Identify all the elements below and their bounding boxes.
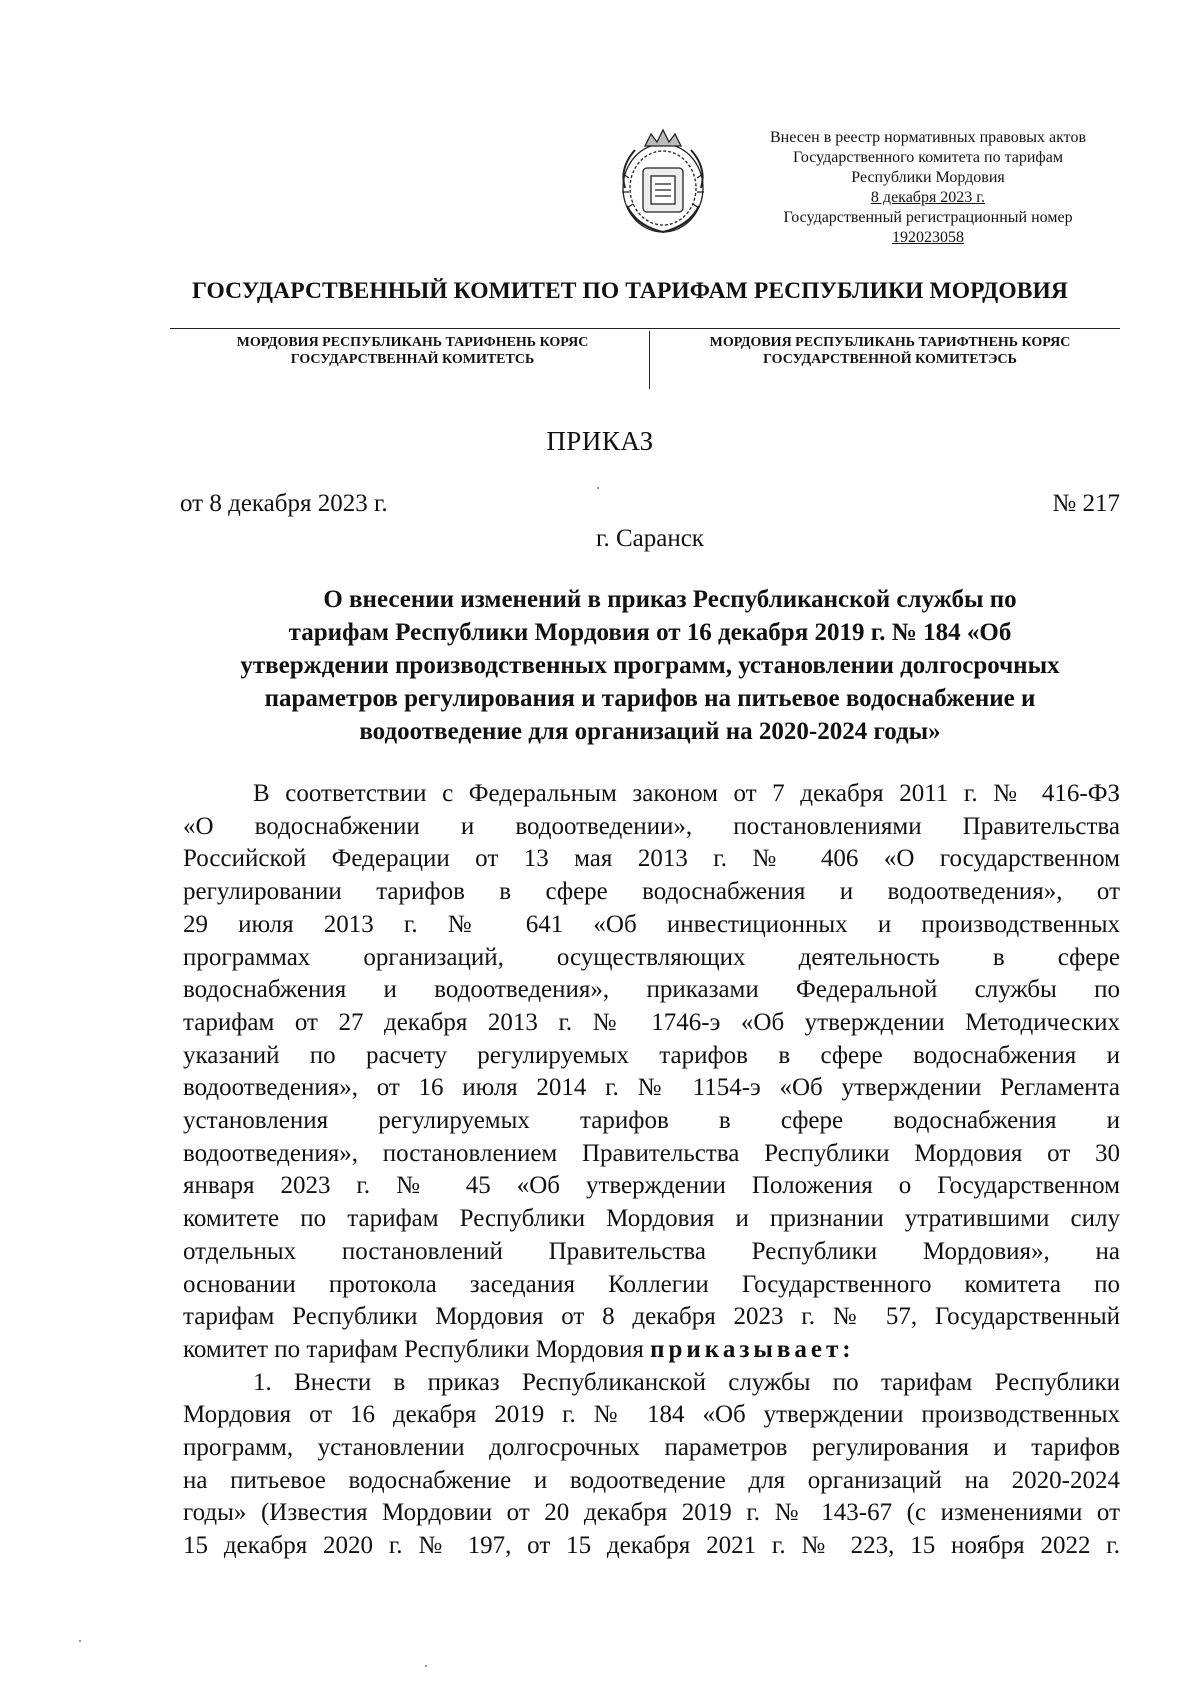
registry-line-2: Государственного комитета по тарифам (792, 149, 1064, 166)
body-line: тарифам Республики Мордовия от 8 декабря 2023 г. № 57, Государственный (183, 1303, 1120, 1331)
body-line-text: комитет по тарифам Республики Мордовия (183, 1335, 651, 1363)
body-line: комитете по тарифам Республики Мордовия и признании утратившими силу (183, 1205, 1120, 1233)
coat-of-arms-emblem-icon (615, 128, 711, 238)
registry-line-5: Государственный регистрационный номер (783, 209, 1073, 226)
body-line: В соответствии с Федеральным законом от 7 декабря 2011 г. № 416-ФЗ (253, 780, 1120, 807)
moksha-line-1: МОРДОВИЯ РЕСПУБЛИКАНЬ ТАРИФНЕНЬ КОРЯС (236, 335, 589, 350)
committee-name-moksha (190, 334, 635, 368)
body-line: основании протокола заседания Коллегии Государственного комитета по (183, 1270, 1120, 1298)
committee-name: ГОСУДАРСТВЕННЫЙ КОМИТЕТ ПО ТАРИФАМ РЕСПУБЛИКИ МОРДОВИЯ (192, 278, 1068, 304)
registry-number: 192023058 (892, 229, 964, 246)
order-verb: приказывает: (650, 1335, 855, 1363)
item-1-line: программ, установлении долгосрочных параметров регулирования и тарифов (183, 1434, 1120, 1462)
body-line: 29 июля 2013 г. № 641 «Об инвестиционных и производственных (183, 910, 1120, 938)
scan-speck (597, 487, 599, 489)
committee-name-erzya (660, 334, 1120, 368)
title-line: параметров регулирования и тарифов на питьевое водоснабжение и (264, 685, 1036, 712)
scan-speck (79, 1640, 81, 1642)
order-date: от 8 декабря 2023 г. (180, 490, 388, 517)
order-title (180, 583, 1120, 748)
body-line: «О водоснабжении и водоотведении», постановлениями Правительства (183, 812, 1120, 840)
title-line: О внесении изменений в приказ Республиканской службы по (323, 586, 1017, 613)
body-line: регулировании тарифов в сфере водоснабжения и водоотведения», от (183, 878, 1120, 906)
item-1-line: Мордовия от 16 декабря 2019 г. № 184 «Об утверждении производственных (183, 1401, 1120, 1429)
registry-date: 8 декабря 2023 г. (870, 189, 986, 206)
letterhead-separator (649, 331, 650, 389)
body-line: водоснабжения и водоотведения», приказами Федеральной службы по (183, 976, 1120, 1004)
registry-note (738, 128, 1118, 248)
body-line: января 2023 г. № 45 «Об утверждении Положения о Государственном (183, 1172, 1120, 1200)
document-type: ПРИКАЗ (546, 426, 654, 456)
moksha-line-2: ГОСУДАРСТВЕННАЙ КОМИТЕТСЬ (290, 352, 535, 367)
registry-line-1: Внесен в реестр нормативных правовых актов (770, 129, 1086, 146)
body-line: тарифам от 27 декабря 2013 г. № 1746-э «Об утверждении Методических (183, 1008, 1120, 1036)
item-1-line: годы» (Известия Мордовии от 20 декабря 2019 г. № 143-67 (с изменениями от (183, 1499, 1120, 1527)
registry-line-3: Республики Мордовия (851, 169, 1005, 186)
body-line: Российской Федерации от 13 мая 2013 г. № 406 «О государственном (183, 845, 1120, 873)
body-line: водоотведения», постановлением Правительства Республики Мордовия от 30 (183, 1139, 1120, 1167)
body-line (183, 1334, 1120, 1367)
body-line: программах организаций, осуществляющих деятельность в сфере (183, 943, 1120, 971)
title-line: водоотведение для организаций на 2020-2024 годы» (359, 718, 941, 745)
body-line: установления регулируемых тарифов в сфере водоснабжения и (183, 1107, 1120, 1135)
order-body (183, 778, 1120, 1563)
erzya-line-1: МОРДОВИЯ РЕСПУБЛИКАНЬ ТАРИФТНЕНЬ КОРЯС (709, 335, 1071, 350)
title-line: тарифам Республики Мордовия от 16 декабря 2019 г. № 184 «Об (288, 619, 1012, 646)
title-line: утверждении производственных программ, установлении долгосрочных (240, 652, 1060, 679)
scan-speck (425, 1665, 427, 1667)
letterhead-divider (170, 328, 1120, 329)
order-number: № 217 (1052, 490, 1120, 517)
order-city: г. Саранск (596, 525, 704, 552)
item-1-line: на питьевое водоснабжение и водоотведение для организаций на 2020-2024 (183, 1466, 1120, 1494)
body-line: указаний по расчету регулируемых тарифов в сфере водоснабжения и (183, 1041, 1120, 1069)
item-1-line: 1. Внести в приказ Республиканской службы по тарифам Республики (253, 1368, 1120, 1396)
item-1-line: 15 декабря 2020 г. № 197, от 15 декабря 2021 г. № 223, 15 ноября 2022 г. (183, 1532, 1120, 1560)
body-line: отдельных постановлений Правительства Республики Мордовия», на (183, 1237, 1120, 1265)
body-line: водоотведения», от 16 июля 2014 г. № 1154-э «Об утверждении Регламента (183, 1074, 1120, 1102)
erzya-line-2: ГОСУДАРСТВЕННОЙ КОМИТЕТЭСЬ (763, 352, 1017, 367)
